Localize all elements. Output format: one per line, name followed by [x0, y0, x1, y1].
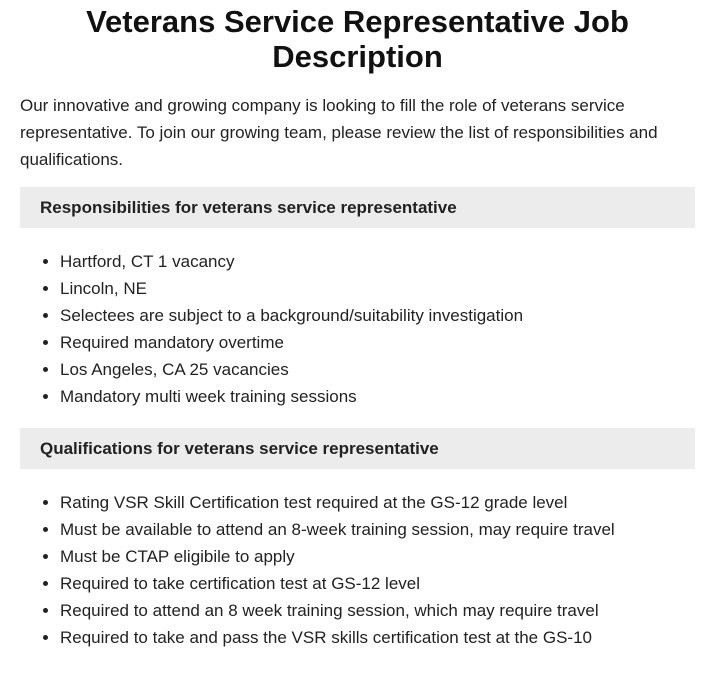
list-item: • Required to take certification test at GS-12 level	[60, 570, 695, 597]
list-item: • Must be CTAP eligibile to apply	[60, 543, 695, 570]
list-item: • Required to attend an 8 week training session, which may require travel	[60, 597, 695, 624]
section-list	[20, 248, 695, 410]
section-heading: Qualifications for veterans service representative	[20, 428, 695, 469]
list-item: • Selectees are subject to a background/suitability investigation	[60, 302, 695, 329]
list-item: • Mandatory multi week training sessions	[60, 383, 695, 410]
list-item: • Lincoln, NE	[60, 275, 695, 302]
section-list	[20, 489, 695, 651]
section-heading: Responsibilities for veterans service representative	[20, 187, 695, 228]
page-title: Veterans Service Representative Job Description	[86, 4, 629, 74]
list-item: • Required mandatory overtime	[60, 329, 695, 356]
list-item: • Los Angeles, CA 25 vacancies	[60, 356, 695, 383]
list-item: • Hartford, CT 1 vacancy	[60, 248, 695, 275]
intro-text: Our innovative and growing company is looking to fill the role of veterans service representative. To join our growing team, please review the list of responsibilities and qualifications.	[20, 96, 658, 169]
list-item: • Required to take and pass the VSR skills certification test at the GS-10	[60, 624, 695, 651]
list-item: • Rating VSR Skill Certification test required at the GS-12 grade level	[60, 489, 695, 516]
list-item: • Must be available to attend an 8-week training session, may require travel	[60, 516, 695, 543]
